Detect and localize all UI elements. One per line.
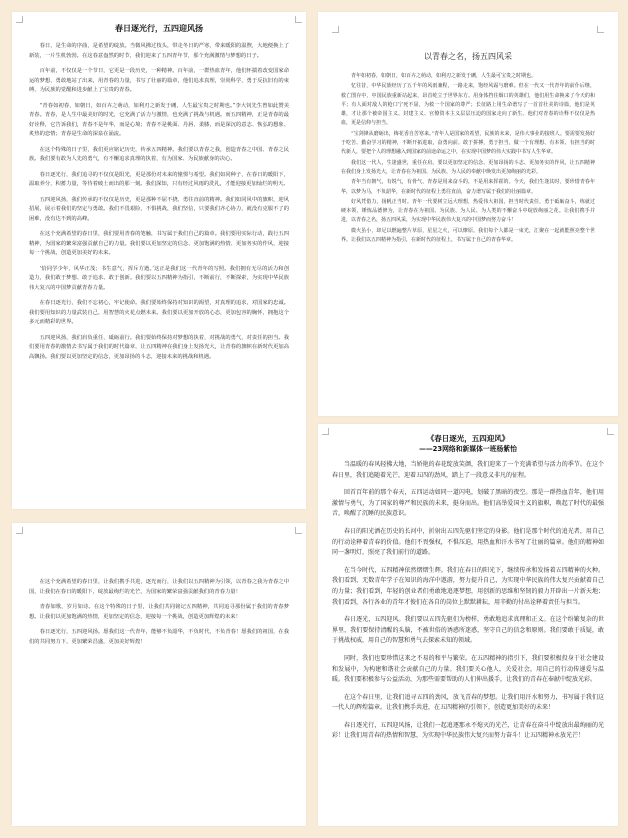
paragraph: 在这个特殊的日子里，我们更应铭记历史，传承五四精神。我们要以青春之我，创造青春之中国、青春之民族。我们要有敢为人先的勇气，有不懈追求真理的执着，有为国家、为民族献身的决心。 [29, 146, 289, 162]
corner-mark [16, 527, 23, 534]
paragraph: 在这个春日里，让我们追寻五四的劲风，放飞青春的梦想。让我们用汗水和努力，书写属于我们这一代人的辉煌篇章。让我们携手共进，在五四精神的引领下，创造更加美好的未来！ [332, 693, 604, 712]
document-page-4 [318, 424, 618, 826]
paragraph: 当温暖的春风轻拂大地，当娇艳的春花绽放笑颜，我们迎来了一个充满希望与活力的季节。在这个春日里，我们追随着光芒，迎着五四的劲风，踏上了一段意义非凡的征程。 [332, 461, 604, 479]
paragraph: 在当今时代，五四精神依然熠熠生辉。我们在春日的阳光下，继续传承和发扬着五四精神的火种。我们看到，无数青年学子在知识的海洋中遨游，努力提升自己，为实现中华民族的伟大复兴贡献着自己的力量；我们看到，年轻的创业者们勇敢地追逐梦想，用创新的思维和坚韧的毅力开辟出一片新天地；我们看到，各行各业的青年才俊们在各自的岗位上默默耕耘，用辛勤的付出诠释着责任与担当。 [332, 566, 604, 606]
essay-body [29, 42, 289, 362]
essay-body [341, 72, 595, 245]
paragraph: 青春如歌，岁月如诗。在这个特殊的日子里，让我们共同铭记五四精神，共同追寻那份属于我们的青春梦想。让我们以更加饱满的热情，更加坚定的信念，迎接每一个挑战，创造更加辉煌的未来！ [29, 604, 289, 620]
page-title: 《春日逐光，五四迎风》 [426, 434, 510, 443]
paragraph: 五四迎风扬，我们传承的不仅仅是历史，更是那种不屈不挠、勇往直前的精神。我们如同风中的旗帜，迎风招展，展示着我们的坚定与勇敢。我们不畏艰险，不惧挑战，我们坚信，只要我们齐心协力，就没有克服不了的困难，没有达不到的高峰。 [29, 196, 289, 222]
paragraph: “宝剑锋从磨砺出，梅花香自苦寒来。”青年人是国家的希望，民族的未来，是伟大事业的接班人。要需要发扬好于吃苦、勤奋学习的精神，不断开拓进取，奋勇向前。敢于拼搏，勇于担当，做一个有理想、有本领、有担当的时代新人，要把个人的理想融入到国家的前途命运之中，在实现中国梦的伟大实践中书写人生华章。 [341, 130, 595, 156]
document-page-3 [318, 12, 618, 416]
corner-mark [16, 16, 23, 23]
essay-body [332, 460, 604, 742]
paragraph: 春日逐光行，五四迎风扬。愿我们这一代青年，能够不负韶华，不负时代，不负青春！愿我们的祖国，在我们的共同努力下，更加繁荣昌盛，更加美好辉煌！ [29, 629, 289, 645]
paragraph: 青年如初春，如朝日，如百卉之萌动，如利刃之新发于硎，人生最可宝贵之时期也。 [351, 73, 537, 79]
paragraph: ‘恰同学少年，风华正茂；书生意气，挥斥方遒。’这正是我们这一代青年的写照。我们拥有无尽的活力和创造力，我们敢于梦想、敢于追求、敢于创新。我们要以五四精神为指引，不断前行，不断探索，为实现中华民族伟大复兴的中国梦贡献青春力量。 [29, 265, 289, 291]
document-page-2 [12, 523, 306, 826]
paragraph: 春日，是生命的序曲，是希望的绽放。当微风拂过枝头，带走冬日的严寒，带来暖阳的温煦，大地便换上了新装，一片生机勃勃。在这春意盎然的时节，我们迎来了五四青年节，那个充满激情与梦想的日子。 [29, 43, 289, 59]
paragraph: 青年当有朝气，有锐气，有骨气，青春是用来奋斗的，不是用来挥霍的。今天，我们生逢其时，要珍惜青春年华，以梦为马，不负韶华，在新时代的征程上勇往直前，奋力谱写属于我们的壮丽篇章。 [341, 179, 595, 195]
corner-mark [597, 26, 604, 33]
paragraph: 回首百年前的那个春天，五四运动如同一道闪电，划破了黑暗的夜空。那是一群热血青年，他们用激情与勇气，为了国家的尊严和民族的未来，挺身而出。他们高举爱国主义的旗帜，唤起了时代的最强音，唤醒了沉睡的民族意识。 [332, 489, 604, 518]
paragraph: 五四迎风扬，我们肩负重任，砥砺前行。我们要始终保持对梦想的执着，对挑战的勇气，对责任的担当。我们要用青春的激情去书写属于我们的时代篇章，让五四精神在我们身上发扬光大，让青春的旗帜在新时代更加高高飘扬。我们要以更加坚定的信念，更加昂扬的斗志，迎接未来的挑战和机遇。 [29, 334, 289, 360]
corner-mark [295, 527, 302, 534]
paragraph: 忆往昔，中华民族经历了五千年的风雨兼程，一路走来，饱经风霜与磨难。但在一代又一代青年的前仆后继，救亡图存中，中国民族重新站起来，昂首屹立于世界东方。用身体挡住烟口的英雄们，他们用生命换来了今天的和平；有人面对敌人的枪口宁死不屈，为救一个国家的尊严；长征路上用生命谱写了一首首壮美的诗篇，他们是英雄，才让那个被帝国主义、封建主义、官僚资本主义层层压迫的国家走向了新生。他们对青春的诠释不仅仅是热血，更是信仰与担当。 [341, 83, 595, 127]
paragraph: 春日逐光行，五四迎风扬，让我们一起追逐那永不熄灭的光芒，让青春在奋斗中绽放出最绚丽的光彩！让我们用青春的热情和智慧，为实现中华民族伟大复兴而努力奋斗！让五四精神永放光芒！ [332, 721, 604, 740]
page-title: 春日逐光行，五四迎风扬 [115, 24, 203, 33]
corner-mark [295, 16, 302, 23]
paragraph: 春日逐光，五四迎风。我们要以五四先驱们为榜样，勇敢地追求真理和正义。在这个纷繁复杂的世界里，我们要保持清醒的头脑，不被世俗的诱惑所迷惑，坚守自己的信念和原则。我们要敢于质疑，敢于挑战权威，用自己的智慧和勇气去探索未知的领域。 [332, 616, 604, 645]
paragraph: 好风凭借力，扬帆正当时。青年一代要树立远大理想，热爱伟大祖国，担当时代责任，勇于砥砺奋斗，练就过硬本领，锤炼品德修为，让青春在为祖国、为民族、为人民、为人类的不懈奋斗中绽放绚丽之花。让我们携手并进，以青春之名，扬五四风采，为实现中华民族伟大复兴的中国梦而努力奋斗！ [341, 198, 595, 224]
paragraph: 在这个充满希望的春日里，让我们携手共进，逐光而行，让我们以五四精神为引领，以青春之我为青春之中国，让我们在春日的暖阳下，绽放最绚烂的光芒，为国家的繁荣富强贡献我们的青春力量！ [29, 579, 289, 595]
document-page-1 [12, 12, 306, 509]
paragraph: 我们这一代人，生逢盛世，重任在肩。要以更加坚定的信念、更加昂扬的斗志、更加务实的作风，让五四精神在我们身上发扬光大，让青春在为祖国、为民族、为人民的奉献中焕发出更加绚丽的光彩。 [341, 159, 595, 175]
paragraph: 同时，我们也要珍惜这来之不易的和平与繁荣。在五四精神的指引下，我们要积极投身于社会建设和发展中，为构建和谐社会贡献自己的力量。我们要关心他人，关爱社会，用自己的行动传递爱与温暖。我们要积极参与公益活动，为那些需要帮助的人们伸出援手，让我们的青春在奉献中绽放光彩。 [332, 654, 604, 684]
paragraph: 在春日逐光行，我们不忘初心，牢记使命。我们要始终保持对知识的渴望，对真理的追求，对国家的忠诚。我们要用知识的力量武装自己，用智慧的火花点燃未来。我们要以更加开放的心态，更加包容的胸怀，拥抱这个多元而精彩的世界。 [29, 300, 289, 325]
paragraph: 春日逐光行，我们追寻的不仅仅是阳光，更是那份对未来的憧憬与希望。我们如同种子，在春日的暖阳下，温取养分，积蓄力量，等待着破土而出的那一刻。我们深知，只有经过风雨的洗礼，才能迎接更加灿烂的明天。 [29, 171, 289, 187]
page-title: 以青春之名，扬五四风采 [424, 52, 512, 61]
corner-mark [332, 26, 339, 33]
essay-body [29, 578, 289, 647]
paragraph: 春日的阳光洒在历史的长河中，折射出五四先驱们坚定的身影。他们是那个时代的追光者，用自己的行动诠释着青春的价值。他们不畏强权，不惧压迫，用热血和汗水书写了壮丽的篇章。他们的精神如同一盏明灯，照亮了我们前行的道路。 [332, 527, 604, 557]
paragraph: 百年前，不仅仅是一个节日，它更是一段历史，一种精神。百年前，一群热血青年，他们怀揣着改变国家命运的梦想，勇敢地站了出来，用青春的力量，书写了壮丽的篇章，他们追求真理，崇尚科学，勇于反抗旧有的束缚，为民族的觉醒和进步献上了宝贵的青春。 [29, 68, 289, 93]
paragraph: “青春如初春，如朝日，如百卉之萌动，如利刃之新发于硎，人生最宝贵之时期也。”李大钊先生曾如此赞美青春。青春，是人生中最美好的时光，它充满了活力与激情，也充满了挑战与机遇。而五四精神，正是青春的最好诠释，它告诉我们，青春不是年华，而是心境；青春不是桃面、丹唇、柔膝，而是深沉的意志、恢弘的想象、炙热的恋情；青春是生命的深泉在涌流。 [29, 102, 289, 137]
corner-mark [322, 428, 329, 435]
corner-mark [607, 428, 614, 435]
paragraph: 微火虽小，却足以燃遍整片草原，星星之火，可以燎原。我们每个人都是一束光，汇聚在一起就能照亮整个世界。让我们以五四精神为指引，在新时代的征程上，书写属于自己的青春华章。 [341, 227, 595, 244]
paragraph: 在这个充满希望的春日里，我们要用青春的笔触，书写属于我们自己的篇章。我们要用实际行动，践行五四精神，为国家的繁荣富强贡献自己的力量。我们要以更加坚定的信念、更加饱满的热情、更加务实的作风，迎接每一个挑战，创造更加美好的未来。 [29, 231, 289, 256]
author-line: ——23网络和新媒体一班杨紫怡 [419, 445, 517, 453]
